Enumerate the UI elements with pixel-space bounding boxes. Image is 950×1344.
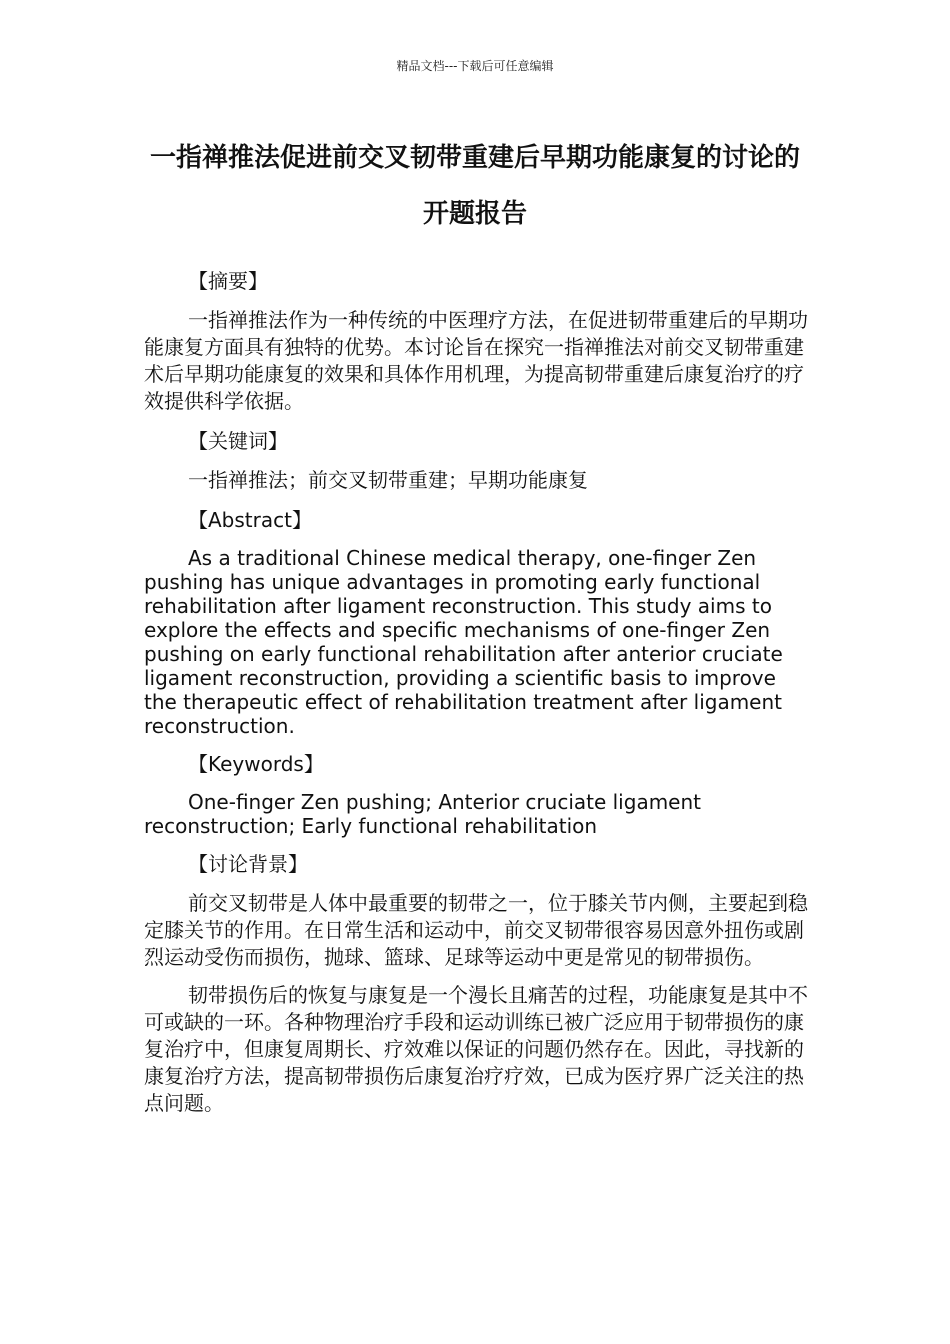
abstract-en-text: As a traditional Chinese medical therapy, one-finger Zen pushing has unique advantages in promoting early functional rehabilitation after ligament reconstruction. This study aims to explore the effects and specific mechanisms of one-finger Zen pushing on early functional rehabilitation after anterior cruciate ligament reconstruction, providing a scientific basis to improve the therapeutic effect of rehabilitation treatment after ligament reconstruction.: [144, 546, 783, 738]
background-paragraph: 韧带损伤后的恢复与康复是一个漫长且痛苦的过程，功能康复是其中不可或缺的一环。各种物理治疗手段和运动训练已被广泛应用于韧带损伤的康复治疗中，但康复周期长、疗效难以保证的问题仍然存在。因此，寻找新的康复治疗方法，提高韧带损伤后康复治疗疗效，已成为医疗界广泛关注的热点问题。: [144, 983, 808, 1115]
header-note: 精品文档---下载后可任意编辑: [396, 59, 554, 73]
keywords-cn-text: 一指禅推法；前交叉韧带重建；早期功能康复: [188, 468, 588, 492]
background-paragraph: 前交叉韧带是人体中最重要的韧带之一，位于膝关节内侧，主要起到稳定膝关节的作用。在日常生活和运动中，前交叉韧带很容易因意外扭伤或剧烈运动受伤而损伤，抛球、篮球、足球等运动中更是常见的韧带损伤。: [144, 891, 808, 969]
abstract-cn-text: 一指禅推法作为一种传统的中医理疗方法，在促进韧带重建后的早期功能康复方面具有独特的优势。本讨论旨在探究一指禅推法对前交叉韧带重建术后早期功能康复的效果和具体作用机理，为提高韧带重建后康复治疗的疗效提供科学依据。: [144, 308, 808, 413]
document-title: 一指禅推法促进前交叉韧带重建后早期功能康复的讨论的开题报告: [149, 143, 800, 229]
keywords-en-text: One-finger Zen pushing; Anterior cruciate ligament reconstruction; Early functional rehabilitation: [144, 790, 701, 838]
keywords-cn-heading: 【关键词】: [188, 429, 288, 453]
document-body: [144, 266, 808, 1128]
background-heading: 【讨论背景】: [188, 852, 308, 876]
abstract-cn-heading: 【摘要】: [188, 269, 268, 293]
keywords-en-heading: 【Keywords】: [188, 752, 324, 776]
abstract-en-heading: 【Abstract】: [188, 508, 312, 532]
